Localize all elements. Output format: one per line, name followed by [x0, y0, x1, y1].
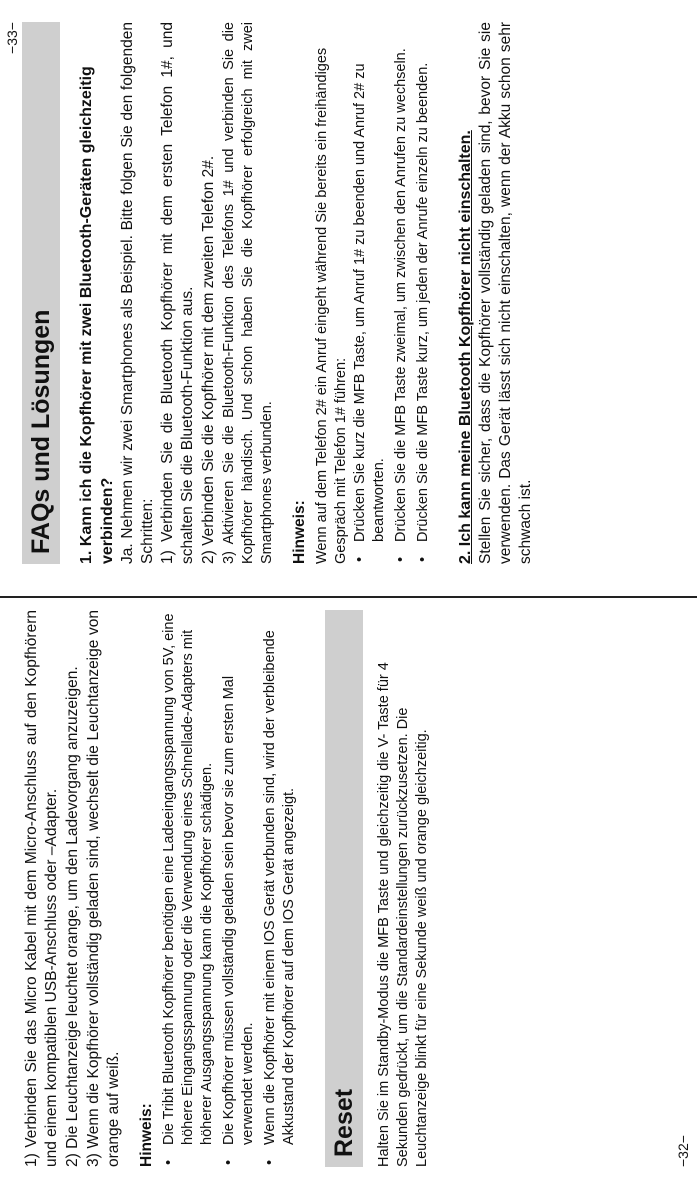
page-number: −33− — [4, 22, 20, 54]
list-item: • Die Tribit Bluetooth Kopfhörer benötigen eine Ladeeingangsspannung von 5V, eine höhere Eingangsspannung oder die Verwendung eines Schnellade-Adapters mit höherer Ausgangsspannung kann die Kopfhörer schädigen. — [160, 610, 217, 1145]
faq-step: 1) Verbinden Sie die Bluetooth Kopfhörer mit dem ersten Telefon 1#, und schalten Sie die Bluetooth-Funktion aus. — [159, 22, 196, 564]
page-32 — [0, 598, 697, 1193]
faq-question-1: 1. Kann ich die Kopfhörer mit zwei Bluetooth-Geräten gleichzeitig verbinden? — [78, 66, 116, 564]
reset-title: Reset — [329, 1088, 358, 1157]
hint-label: Hinweis: — [138, 1103, 155, 1167]
list-item: • Drücken Sie die MFB Taste zweimal, um zwischen den Anrufen zu wechseln. — [392, 22, 411, 542]
page-number: −32− — [675, 1135, 691, 1167]
list-item: • Wenn die Kopfhörer mit einem IOS Gerät verbunden sind, wird der verbleibende Akkustand der Kopfhörer auf dem IOS Gerät angezeigt. — [261, 610, 299, 1145]
page-33 — [0, 10, 697, 590]
list-item: • Drücken Sie kurz die MFB Taste, um Anruf 1# zu beenden und Anruf 2# zu beantworten. — [351, 22, 389, 542]
charging-step: 3) Wenn die Kopfhörer vollständig geladen sind, wechselt die Leuchtanzeige von orange auf weiß. — [85, 610, 122, 1167]
charging-steps — [22, 610, 124, 1167]
page-title: FAQs und Lösungen — [26, 309, 55, 554]
faq-steps — [158, 22, 277, 564]
faq-question-2: 2. Ich kann meine Bluetooth Kopfhörer nicht einschalten. — [457, 130, 474, 564]
hint-label: Hinweis: — [291, 500, 308, 564]
faq-step: 2) Verbinden Sie die Kopfhörer mit dem zweiten Telefon 2#. — [200, 155, 217, 564]
charging-step: 1) Verbinden Sie das Micro Kabel mit dem Micro-Anschluss auf den Kopfhörern und einem kompatiblen USB-Anschluss oder –Adapter. — [23, 610, 60, 1167]
reset-text: Halten Sie im Standby-Modus die MFB Taste und gleichzeitig die V- Taste für 4 Sekunden gedrückt, um die Standardeinstellungen zurückzusetzen. Die Leuchtanzeige blinkt für eine Sekunde weiß und orange gleichzeitig. — [376, 662, 430, 1167]
section-title-bar — [22, 22, 60, 564]
faq-answer-1: Ja. Nehmen wir zwei Smartphones als Beispiel. Bitte folgen Sie den folgenden Schritten: — [119, 22, 156, 564]
faq-answer-2: Stellen Sie sicher, dass die Kopfhörer vollständig geladen sind, bevor Sie sie verwenden. Das Gerät lässt sich nicht einschalten, wenn der Akku schon sehr schwach ist. — [477, 22, 534, 564]
charging-step: 2) Die Leuchtanzeige leuchtet orange, um den Ladevorgang anzuzeigen. — [64, 666, 81, 1167]
list-item: • Die Kopfhörer müssen vollständig geladen sein bevor sie zum ersten Mal verwendet werden. — [220, 610, 258, 1145]
list-item: • Drücken Sie die MFB Taste kurz, um jeden der Anrufe einzeln zu beenden. — [414, 22, 433, 542]
hint-bullets — [160, 610, 299, 1167]
reset-title-bar — [325, 610, 363, 1167]
faq-step: 3) Aktivieren Sie die Bluetooth-Funktion des Telefons 1# und verbinden Sie die Kopfhörer händisch. Und schon haben Sie die Kopfhörer erfolgreich mit zwei Smartphones verbunden. — [221, 22, 275, 564]
hint-text: Wenn auf dem Telefon 2# ein Anruf eingeht während Sie bereits ein freihändiges Gespräch mit Telefon 1# führen: — [314, 47, 349, 564]
hint-bullets — [351, 22, 433, 564]
